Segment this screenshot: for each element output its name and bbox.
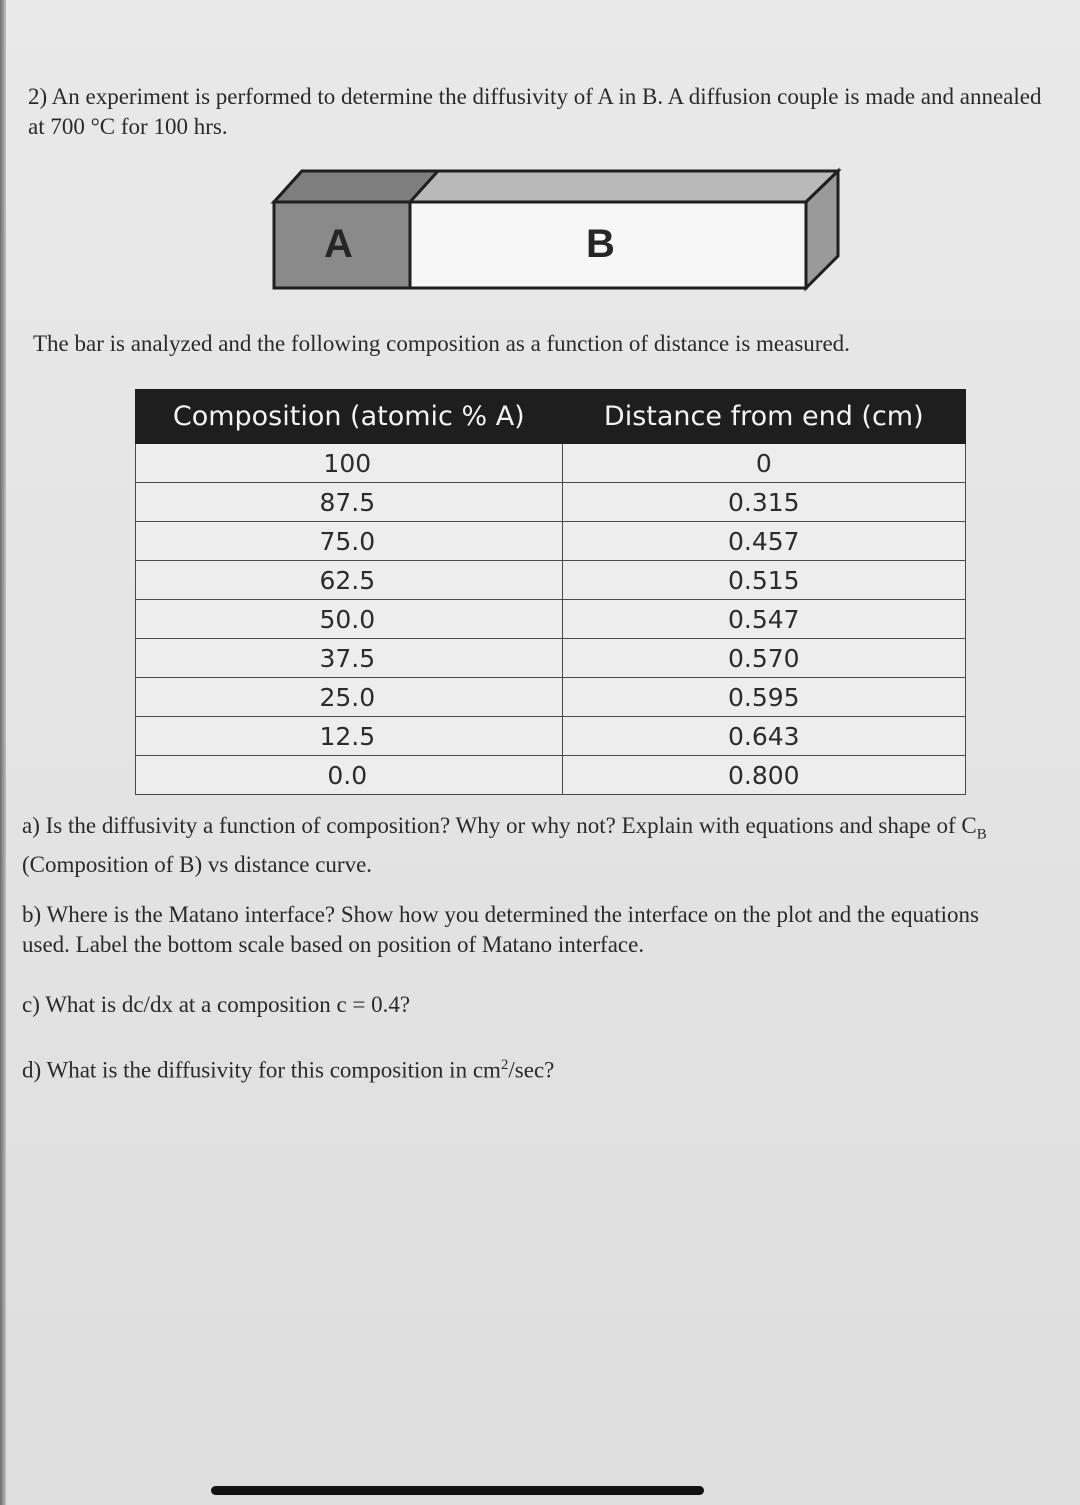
bar-a-top-face — [274, 171, 438, 202]
composition-cell: 0.0 — [136, 756, 563, 795]
question-a-subscript: B — [976, 826, 987, 843]
composition-cell: 100 — [136, 444, 563, 483]
screen-edge — [0, 0, 6, 1505]
problem-intro: 2) An experiment is performed to determine the diffusivity of A in B. A diffusion couple is made and annealed at 700 °C for 100 hrs. — [28, 84, 1042, 139]
distance-cell: 0.547 — [562, 600, 965, 639]
composition-cell: 37.5 — [136, 639, 563, 678]
composition-cell: 12.5 — [136, 717, 563, 756]
question-b: b) Where is the Matano interface? Show how you determined the interface on the plot and the equations used. Label the bottom scale based on position of Matano interface. — [22, 902, 979, 957]
table-caption: The bar is analyzed and the following composition as a function of distance is measured. — [33, 331, 850, 356]
question-c: c) What is dc/dx at a composition c = 0.4? — [22, 992, 411, 1017]
diffusion-couple-figure — [268, 166, 844, 294]
composition-cell: 62.5 — [136, 561, 563, 600]
distance-cell: 0.800 — [562, 756, 965, 795]
header-distance: Distance from end (cm) — [562, 390, 965, 444]
distance-cell: 0.643 — [562, 717, 965, 756]
table-row — [136, 639, 966, 678]
question-d-text: d) What is the diffusivity for this composition in cm — [22, 1057, 501, 1083]
table-row — [136, 678, 966, 717]
table-header-row — [136, 390, 966, 444]
distance-cell: 0.570 — [562, 639, 965, 678]
question-a-text-end: (Composition of B) vs distance curve. — [22, 851, 373, 877]
distance-cell: 0.457 — [562, 522, 965, 561]
question-d — [22, 1050, 922, 1086]
diffusion-couple-bar — [268, 166, 844, 294]
distance-cell: 0 — [562, 444, 965, 483]
question-d-superscript: 2 — [500, 1057, 509, 1073]
composition-cell: 75.0 — [136, 522, 563, 561]
table-row — [136, 561, 966, 600]
header-composition: Composition (atomic % A) — [136, 390, 563, 444]
table-row — [136, 756, 966, 795]
composition-cell: 50.0 — [136, 600, 563, 639]
composition-distance-table — [135, 389, 966, 795]
composition-cell: 87.5 — [136, 483, 563, 522]
table-row — [136, 717, 966, 756]
distance-cell: 0.595 — [562, 678, 965, 717]
table-row — [136, 444, 966, 483]
distance-cell: 0.315 — [562, 483, 965, 522]
bar-label-b: B — [586, 222, 615, 266]
distance-cell: 0.515 — [562, 561, 965, 600]
home-indicator[interactable] — [211, 1486, 704, 1495]
table-row — [136, 522, 966, 561]
composition-cell: 25.0 — [136, 678, 563, 717]
table-row — [136, 483, 966, 522]
question-a-text: a) Is the diffusivity a function of composition? Why or why not? Explain with equations and shape of C — [22, 813, 977, 838]
question-d-text-end: /sec? — [508, 1057, 555, 1083]
question-a — [22, 811, 1067, 880]
bar-label-a: A — [324, 222, 353, 266]
table-row — [136, 600, 966, 639]
